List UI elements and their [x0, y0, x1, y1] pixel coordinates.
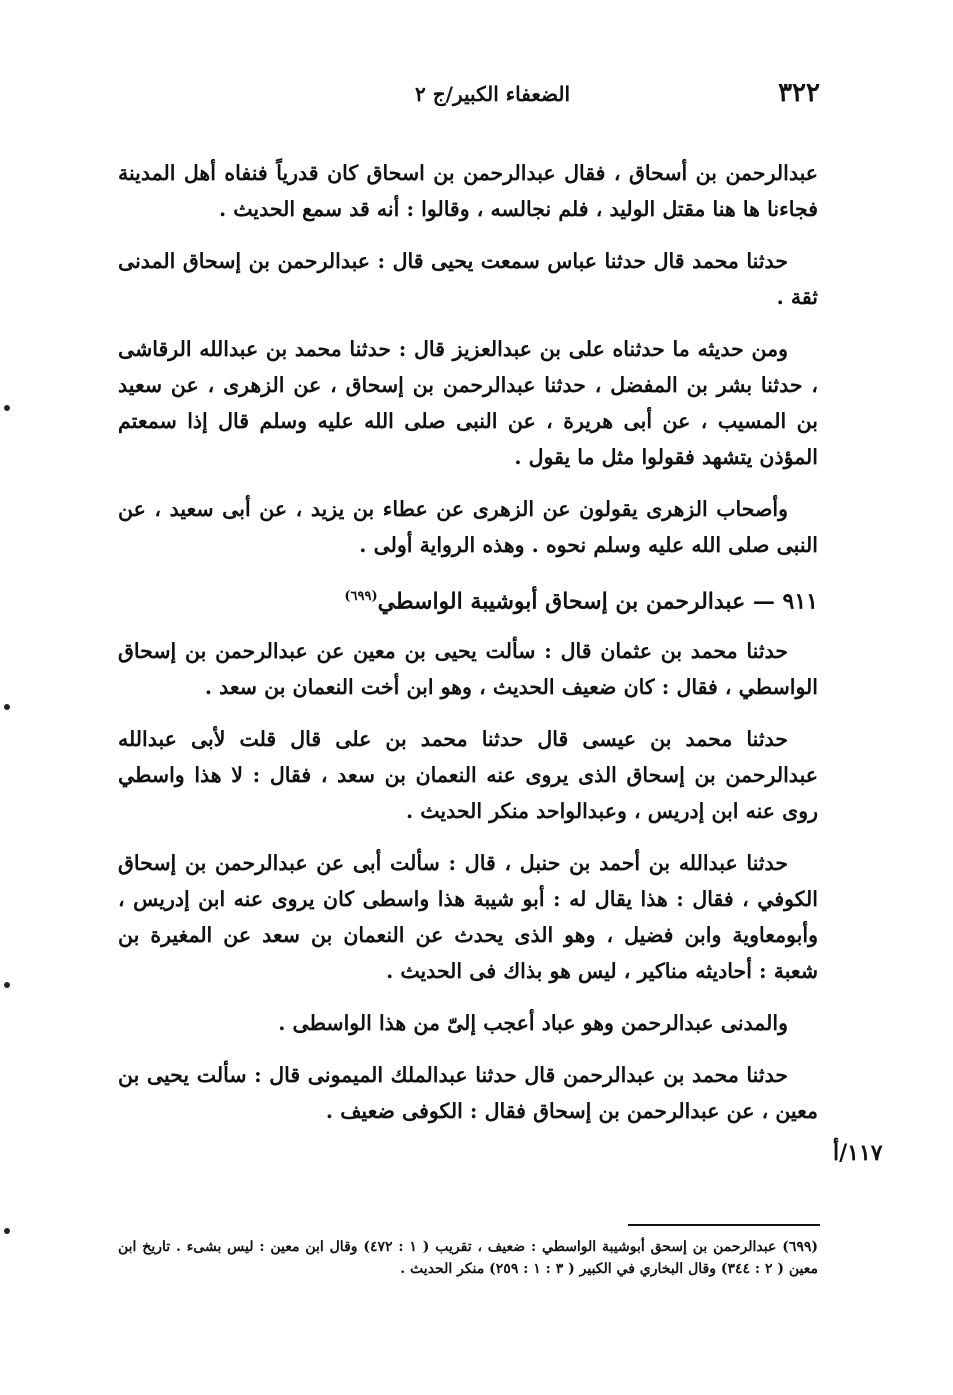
entry-name: عبدالرحمن بن إسحاق أبوشيبة الواسطي [377, 588, 746, 615]
scan-speck [4, 1228, 10, 1234]
footnote-reference: (٦٩٩) [344, 589, 378, 604]
entry-paragraph: والمدنى عبدالرحمن وهو عباد أعجب إلىّ من هذا الواسطى . [278, 1011, 788, 1036]
scan-speck [4, 405, 10, 411]
entry-paragraph: حدثنا محمد بن عيسى قال حدثنا محمد بن على قال قلت لأبى عبدالله عبدالرحمن بن إسحاق الذى يروى عنه النعمان بن سعد ، فقال : لا هذا واسطي روى عنه ابن إدريس ، وعبدالواحد منكر الحديث . [118, 727, 818, 824]
scan-speck [4, 982, 10, 988]
paragraph: وأصحاب الزهرى يقولون عن الزهرى عن عطاء بن يزيد ، عن أبى سعيد ، عن النبى صلى الله عليه وسلم نحوه . وهذه الرواية أولى . [118, 497, 818, 557]
entry-heading [118, 579, 818, 619]
running-title: الضعفاء الكبير/ج ٢ [415, 82, 570, 106]
footnote-divider [628, 1224, 820, 1226]
footnote: (٦٩٩) عبدالرحمن بن إسحق أبوشيبة الواسطي : ضعيف ، تقريب ( ١ : ٤٧٢) وقال ابن معين : ليس بشىء . تاريخ ابن معين ( ٢ : ٣٤٤) وقال البخاري في الكبير ( ٣ : ١ : ٢٥٩) منكر الحديث . [118, 1239, 819, 1277]
paragraph: عبدالرحمن بن أسحاق ، فقال عبدالرحمن بن اسحاق كان قدرياً فنفاه أهل المدينة فجاءنا ها هنا مقتل الوليد ، فلم نجالسه ، وقالوا : أنه قد سمع الحديث . [118, 161, 818, 221]
paragraph: حدثنا محمد قال حدثنا عباس سمعت يحيى قال : عبدالرحمن بن إسحاق المدنى ثقة . [118, 249, 818, 309]
page-header [120, 78, 820, 118]
entry-number: ٩١١ [782, 588, 818, 615]
main-text [118, 155, 818, 1145]
manuscript-folio-note: ١١٧/أ [833, 1140, 883, 1166]
footnotes [118, 1236, 818, 1280]
entry-paragraph: حدثنا محمد بن عثمان قال : سألت يحيى بن معين عن عبدالرحمن بن إسحاق الواسطي ، فقال : كان ضعيف الحديث ، وهو ابن أخت النعمان بن سعد . [118, 639, 818, 700]
entry-paragraph: حدثنا عبدالله بن أحمد بن حنبل ، قال : سألت أبى عن عبدالرحمن بن إسحاق الكوفي ، فقال : هذا يقال له : أبو شيبة هذا واسطى كان يروى عنه ابن إدريس ، وأبومعاوية وابن فضيل ، وهو الذى يحدث عن النعمان بن سعد عن المغيرة بن شعبة : أحاديثه مناكير ، ليس هو بذاك فى الحديث . [118, 851, 818, 984]
page-number: ٣٢٢ [778, 78, 820, 108]
entry-separator: — [752, 588, 775, 615]
scan-speck [4, 704, 10, 710]
paragraph: ومن حديثه ما حدثناه على بن عبدالعزيز قال : حدثنا محمد بن عبدالله الرقاشى ، حدثنا بشر بن المفضل ، حدثنا عبدالرحمن بن إسحاق ، عن الزهرى ، عن سعيد بن المسيب ، عن أبى هريرة ، عن النبى صلى الله عليه وسلم قال إذا سمعتم المؤذن يتشهد فقولوا مثل ما يقول . [118, 337, 818, 469]
entry-paragraph: حدثنا محمد بن عبدالرحمن قال حدثنا عبدالملك الميمونى قال : سألت يحيى بن معين ، عن عبدالرحمن بن إسحاق فقال : الكوفى ضعيف . [118, 1063, 818, 1124]
